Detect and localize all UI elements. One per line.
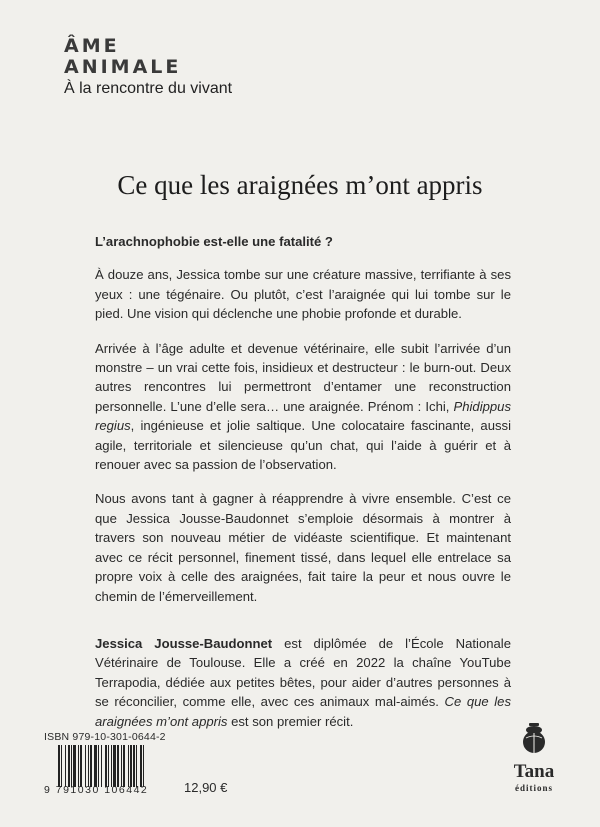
paragraph-2: Arrivée à l’âge adulte et devenue vétérinaire, elle subit l’arrivée d’un monstre – un vrai cette fois, insidieux et destructeur : le burn-out. Deux autres rencontres lui permettront d’entamer une reconstruction personnelle. L’une d’elle sera… une araignée. Prénom : Ichi, Phidippus regius, ingénieuse et jolie saltique. Une colocataire fascinante, aussi agile, territoriale et silencieuse qu’un chat, qui l’aide à guérir et à renouer avec sa passion de l’observation. [95,340,511,473]
isbn-label: ISBN 979-10-301-0644-2 [44,731,166,743]
series-subtitle: À la rencontre du vivant [64,80,233,97]
book-reference: Ce que les araignées m’ont appris [95,694,511,729]
book-title: Ce que les araignées m’ont appris [117,170,483,200]
barcode-number: 9 791030 106442 [44,784,149,796]
tagline-question: L’arachnophobie est-elle une fatalité ? [95,234,333,249]
publisher-subname: éditions [514,783,553,793]
series-title-line1: ÂME [64,35,120,57]
author-name: Jessica Jousse-Baudonnet [95,635,273,651]
publisher-logo [504,722,564,793]
author-bio: Jessica Jousse-Baudonnet est diplômée de l’École Nationale Vétérinaire de Toulouse. Elle a créé en 2022 la chaîne YouTube Terrapodia, dédiée aux petites bêtes, pour aider d’autres personnes à se réconcilier, comme elle, avec ces animaux mal-aimés. Ce que les araignées m’ont appris est son premier récit. [95,635,511,729]
scarab-icon [521,722,547,754]
species-name: Phidippus regius [95,398,511,434]
paragraph-1: À douze ans, Jessica tombe sur une créature massive, terrifiante à ses yeux : une tégénaire. Ou plutôt, c’est l’araignée qui lui tombe sur le pied. Une vision qui déclenche une phobie profonde et durable. [95,267,511,322]
price: 12,90 € [184,780,228,795]
barcode [58,745,176,787]
back-cover-text [95,232,511,746]
publisher-name: Tana [513,761,555,782]
paragraph-3: Nous avons tant à gagner à réapprendre à vivre ensemble. C’est ce que Jessica Jousse-Baudonnet s’emploie désormais à montrer à travers son nouveau métier de vidéaste scientifique. Et maintenant avec ce récit personnel, finement tissé, dans lequel elle entrelace sa propre voix à celle des araignées, fait taire la peur et nous ouvre le chemin de l’émerveillement. [95,491,511,604]
series-title-line2: ANIMALE [64,56,182,78]
series-header [64,36,232,98]
